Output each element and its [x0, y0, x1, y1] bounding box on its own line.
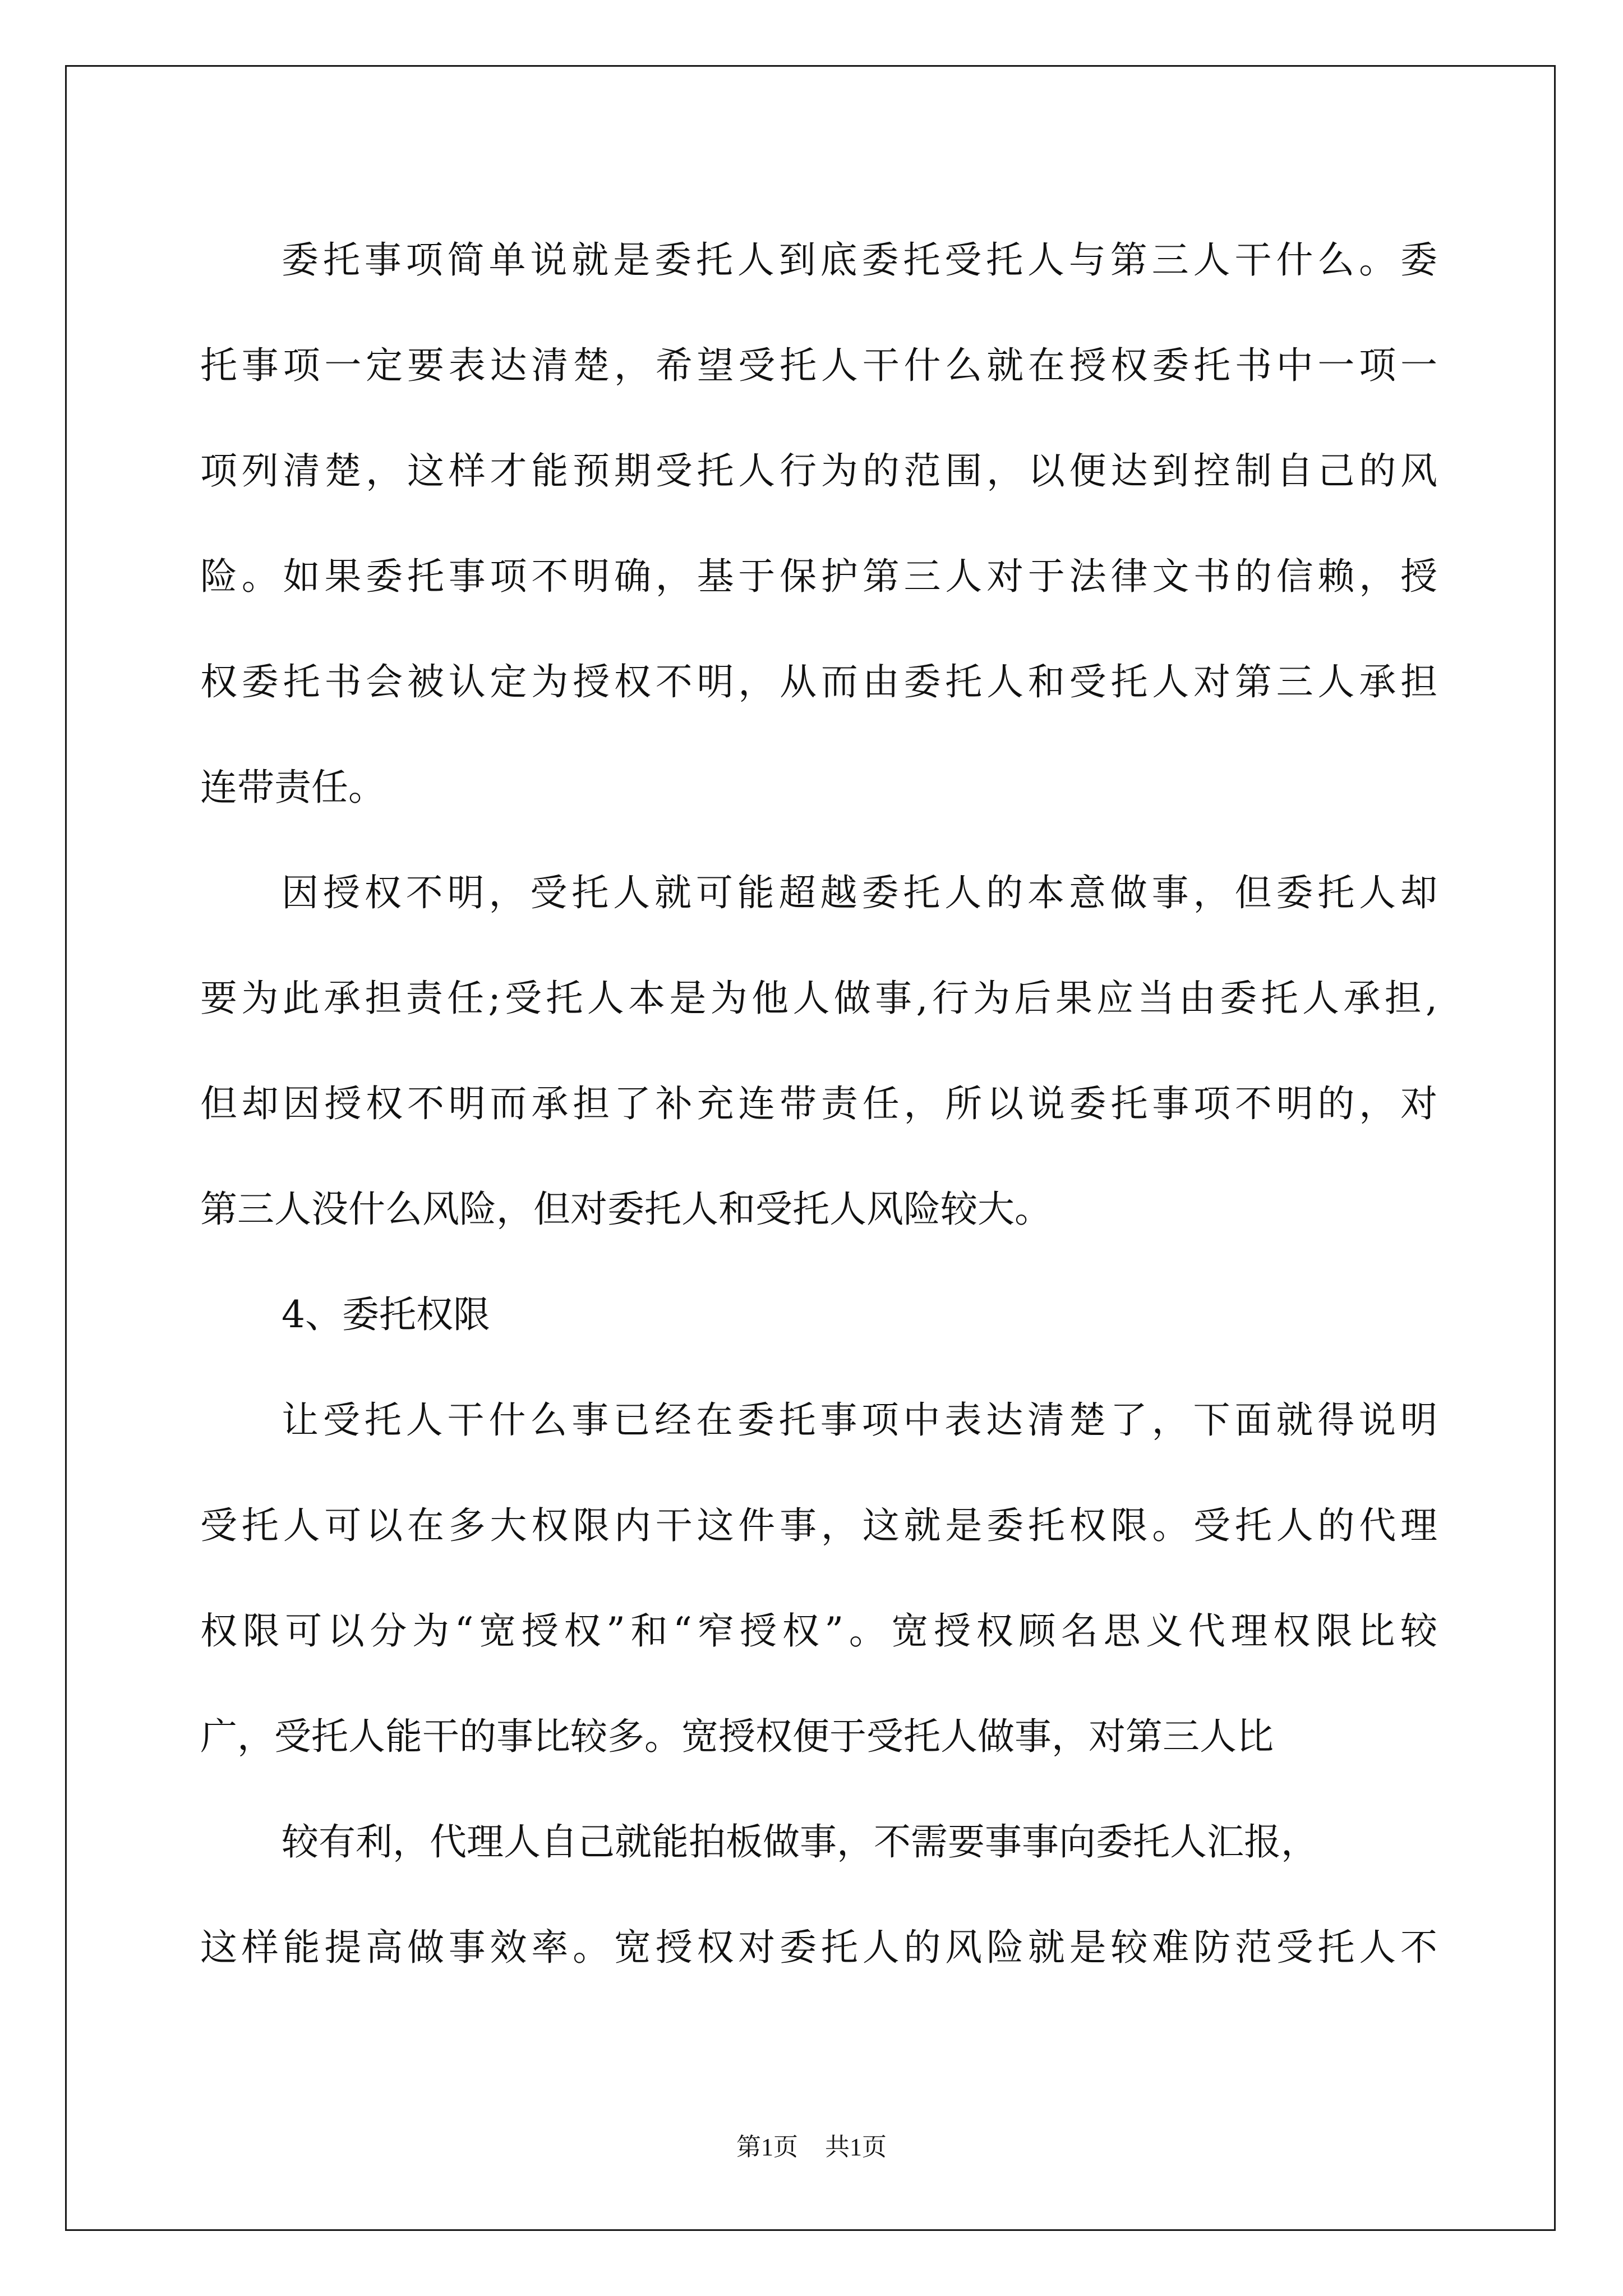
text-line: 第三人没什么风险，但对委托人和受托人风险较大。: [200, 1188, 1052, 1231]
text-line: 较有利，代理人自己就能拍板做事，不需要事事向委托人汇报，: [282, 1820, 1318, 1864]
text-line: 但却因授权不明而承担了补充连带责任，所以说委托事项不明的，对: [200, 1082, 1437, 1125]
text-line: 委托事项简单说就是委托人到底委托受托人与第三人干什么。委: [282, 238, 1437, 282]
text-line: 险。如果委托事项不明确，基于保护第三人对于法律文书的信赖，授: [200, 555, 1437, 598]
text-line: 因授权不明，受托人就可能超越委托人的本意做事，但委托人却: [282, 871, 1437, 914]
text-line: 权委托书会被认定为授权不明，从而由委托人和受托人对第三人承担: [200, 660, 1437, 703]
text-line: 广，受托人能干的事比较多。宽授权便于受托人做事，对第三人比: [200, 1715, 1274, 1758]
page-total: 共1页: [825, 2133, 887, 2161]
text-line: 要为此承担责任;受托人本是为他人做事,行为后果应当由委托人承担,: [200, 977, 1437, 1020]
text-line: 项列清楚，这样才能预期受托人行为的范围，以便达到控制自己的风: [200, 449, 1437, 493]
page-number: 第1页: [736, 2133, 798, 2161]
text-line: 让受托人干什么事已经在委托事项中表达清楚了，下面就得说明: [282, 1398, 1437, 1442]
page-footer: [0, 2132, 1623, 2163]
section-heading: 4、委托权限: [282, 1293, 490, 1336]
text-line: 托事项一定要表达清楚，希望受托人干什么就在授权委托书中一项一: [200, 344, 1437, 387]
text-line: 这样能提高做事效率。宽授权对委托人的风险就是较难防范受托人不: [200, 1926, 1437, 1969]
text-line: 受托人可以在多大权限内干这件事，这就是委托权限。受托人的代理: [200, 1504, 1437, 1547]
text-line: 连带责任。: [200, 766, 385, 809]
document-body: [200, 208, 1437, 2000]
text-line: 权限可以分为“宽授权”和“窄授权”。宽授权顾名思义代理权限比较: [200, 1609, 1437, 1653]
